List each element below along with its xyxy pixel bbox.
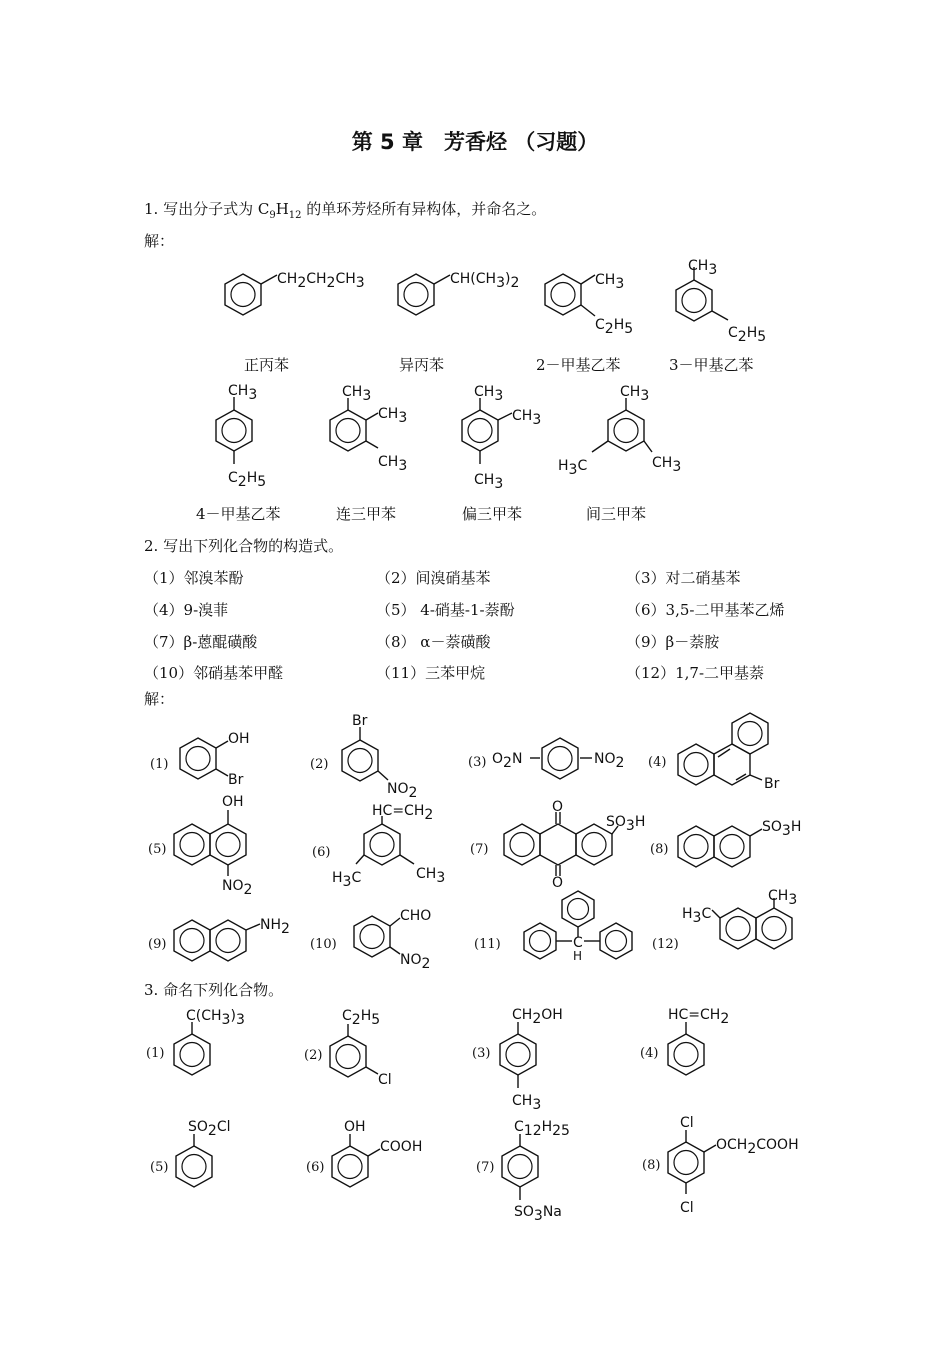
item-number: (11) xyxy=(474,937,501,952)
svg-text:O2N: O2N xyxy=(492,751,523,771)
svg-text:SO3H: SO3H xyxy=(762,819,802,839)
svg-text:NO2: NO2 xyxy=(594,751,625,771)
svg-text:Br: Br xyxy=(764,776,780,792)
item-number: (3) xyxy=(468,755,487,770)
svg-text:NO2: NO2 xyxy=(387,781,418,801)
item-number: (4) xyxy=(648,755,667,770)
svg-text:COOH: COOH xyxy=(380,1139,423,1155)
q1-sub: 12 xyxy=(288,210,302,221)
structure-triphenylmethane xyxy=(518,885,648,965)
svg-text:C2H5: C2H5 xyxy=(342,1008,381,1028)
compound-item: （11）三苯甲烷 xyxy=(376,664,486,682)
svg-text:SO3H: SO3H xyxy=(606,814,646,834)
svg-text:CH3: CH3 xyxy=(474,472,504,492)
svg-text:CHO: CHO xyxy=(400,908,432,924)
svg-text:Cl: Cl xyxy=(680,1200,694,1216)
svg-text:O: O xyxy=(552,799,564,815)
structure-3-methylethylbenzene xyxy=(666,255,776,345)
svg-text:CH3: CH3 xyxy=(512,408,542,428)
item-number: (4) xyxy=(640,1046,659,1061)
svg-text:C2H5: C2H5 xyxy=(595,317,634,337)
structure-pseudocumene xyxy=(452,380,562,490)
structure-tert-butylbenzene xyxy=(168,1004,268,1104)
svg-text:Cl: Cl xyxy=(680,1115,694,1131)
compound-item: （2）间溴硝基苯 xyxy=(376,569,491,587)
compound-item: （5） 4-硝基-1-萘酚 xyxy=(376,601,515,619)
structure-4-nitro-1-naphthol xyxy=(170,792,270,897)
svg-text:C2H5: C2H5 xyxy=(728,325,767,345)
svg-text:H3C: H3C xyxy=(682,906,712,926)
svg-text:CH3: CH3 xyxy=(228,383,258,403)
structure-m-bromonitrobenzene xyxy=(330,712,440,802)
question-1 xyxy=(144,198,546,221)
q1-text: H xyxy=(275,200,289,218)
answer-label: 解： xyxy=(144,690,175,708)
svg-text:H3C: H3C xyxy=(558,458,588,478)
svg-text:CH2OH: CH2OH xyxy=(512,1007,563,1027)
isomer-name: 3－甲基乙苯 xyxy=(669,356,754,374)
structure-2-methylethylbenzene xyxy=(535,262,645,342)
structure-p-dinitrobenzene xyxy=(490,732,640,792)
structure-9-bromophenanthrene xyxy=(676,708,796,798)
answer-label: 解： xyxy=(144,232,175,250)
isomer-name: 正丙苯 xyxy=(244,356,290,374)
svg-text:NO2: NO2 xyxy=(400,952,431,972)
svg-text:CH3: CH3 xyxy=(342,384,372,404)
svg-text:C12H25: C12H25 xyxy=(514,1119,570,1139)
structure-alpha-naphthalenesulfonic-acid xyxy=(676,812,806,882)
structure-2-4-d xyxy=(662,1112,822,1222)
svg-text:OH: OH xyxy=(222,794,244,810)
item-number: (8) xyxy=(650,842,669,857)
isomer-name: 偏三甲苯 xyxy=(462,505,523,523)
structure-4-methylethylbenzene xyxy=(206,380,286,490)
compound-item: （1）邻溴苯酚 xyxy=(144,569,244,587)
structure-hemimellitene xyxy=(320,380,430,480)
item-number: (2) xyxy=(304,1048,323,1063)
svg-text:C2H5: C2H5 xyxy=(228,470,267,490)
svg-text:C(CH3)3: C(CH3)3 xyxy=(186,1008,245,1028)
structure-3-chloroethylbenzene xyxy=(324,1006,424,1101)
svg-text:O: O xyxy=(552,875,564,891)
item-number: (5) xyxy=(150,1160,169,1175)
svg-text:H3C: H3C xyxy=(332,870,362,890)
svg-text:CH3: CH3 xyxy=(768,888,798,908)
page-title: 第 5 章 芳香烃 （习题） xyxy=(351,130,599,154)
isomer-name: 4－甲基乙苯 xyxy=(196,505,281,523)
isomer-name: 连三甲苯 xyxy=(336,505,397,523)
isomer-name: 2－甲基乙苯 xyxy=(536,356,621,374)
item-number: (2) xyxy=(310,757,329,772)
svg-text:CH3: CH3 xyxy=(688,258,718,278)
svg-text:NH2: NH2 xyxy=(260,917,290,937)
svg-text:CH3: CH3 xyxy=(512,1093,542,1113)
compound-item: （4）9-溴菲 xyxy=(144,601,229,619)
compound-item: （7）β-蒽醌磺酸 xyxy=(144,633,258,651)
structure-benzenesulfonyl-chloride xyxy=(170,1116,270,1196)
item-number: (7) xyxy=(470,842,489,857)
svg-text:Br: Br xyxy=(352,713,368,729)
svg-text:CH3: CH3 xyxy=(595,272,625,292)
item-number: (10) xyxy=(310,937,337,952)
svg-text:SO3Na: SO3Na xyxy=(514,1204,562,1224)
structure-n-propylbenzene xyxy=(215,262,375,332)
svg-text:SO2Cl: SO2Cl xyxy=(188,1119,231,1139)
item-number: (6) xyxy=(306,1160,325,1175)
structure-o-bromophenol xyxy=(172,728,262,798)
compound-item: （8） α－萘磺酸 xyxy=(376,633,491,651)
item-number: (8) xyxy=(642,1158,661,1173)
svg-text:OCH2COOH: OCH2COOH xyxy=(716,1137,799,1157)
compound-item: （6）3,5-二甲基苯乙烯 xyxy=(626,601,785,619)
q1-text: 1. 写出分子式为 C xyxy=(144,200,270,218)
structure-beta-naphthylamine xyxy=(172,908,302,978)
svg-text:Br: Br xyxy=(228,772,244,788)
compound-item: （12）1,7-二甲基萘 xyxy=(626,664,765,682)
svg-text:CH3: CH3 xyxy=(378,406,408,426)
svg-text:CH3: CH3 xyxy=(474,384,504,404)
structure-4-methylbenzyl-alcohol xyxy=(494,1004,594,1114)
svg-text:CH2CH2CH3: CH2CH2CH3 xyxy=(277,271,365,291)
item-number: (1) xyxy=(150,757,169,772)
q1-text: 的单环芳烃所有异构体，并命名之。 xyxy=(301,200,547,218)
svg-text:OH: OH xyxy=(228,731,250,747)
compound-item: （10）邻硝基苯甲醛 xyxy=(144,664,284,682)
item-number: (7) xyxy=(476,1160,495,1175)
question-2: 2. 写出下列化合物的构造式。 xyxy=(144,537,344,555)
svg-text:Cl: Cl xyxy=(378,1072,392,1088)
structure-1-7-dimethylnaphthalene xyxy=(680,886,810,966)
item-number: (6) xyxy=(312,845,331,860)
svg-text:CH3: CH3 xyxy=(620,384,650,404)
svg-text:OH: OH xyxy=(344,1119,366,1135)
svg-text:CH3: CH3 xyxy=(416,866,446,886)
compound-item: （9）β－萘胺 xyxy=(626,633,720,651)
isomer-name: 异丙苯 xyxy=(399,356,445,374)
svg-text:C: C xyxy=(573,935,583,951)
compound-item: （3）对二硝基苯 xyxy=(626,569,741,587)
item-number: (3) xyxy=(472,1046,491,1061)
item-number: (9) xyxy=(148,937,167,952)
question-3: 3. 命名下列化合物。 xyxy=(144,981,284,999)
svg-text:NO2: NO2 xyxy=(222,878,253,898)
svg-text:H: H xyxy=(573,949,583,963)
isomer-name: 间三甲苯 xyxy=(586,505,647,523)
item-number: (12) xyxy=(652,937,679,952)
structure-3-5-dimethylstyrene xyxy=(330,798,460,893)
structure-sodium-dodecylbenzenesulfonate xyxy=(496,1116,596,1226)
svg-text:CH(CH3)2: CH(CH3)2 xyxy=(450,271,520,291)
svg-text:CH3: CH3 xyxy=(378,454,408,474)
q1-sub: 9 xyxy=(269,210,276,221)
structure-salicylic-acid xyxy=(326,1116,446,1196)
item-number: (1) xyxy=(146,1046,165,1061)
svg-text:HC=CH2: HC=CH2 xyxy=(668,1007,730,1027)
structure-isopropylbenzene xyxy=(388,262,538,332)
item-number: (5) xyxy=(148,842,167,857)
svg-text:HC=CH2: HC=CH2 xyxy=(372,803,434,823)
structure-styrene xyxy=(662,1004,762,1084)
structure-o-nitrobenzaldehyde xyxy=(344,904,454,974)
svg-text:CH3: CH3 xyxy=(652,455,682,475)
structure-mesitylene xyxy=(556,380,696,480)
